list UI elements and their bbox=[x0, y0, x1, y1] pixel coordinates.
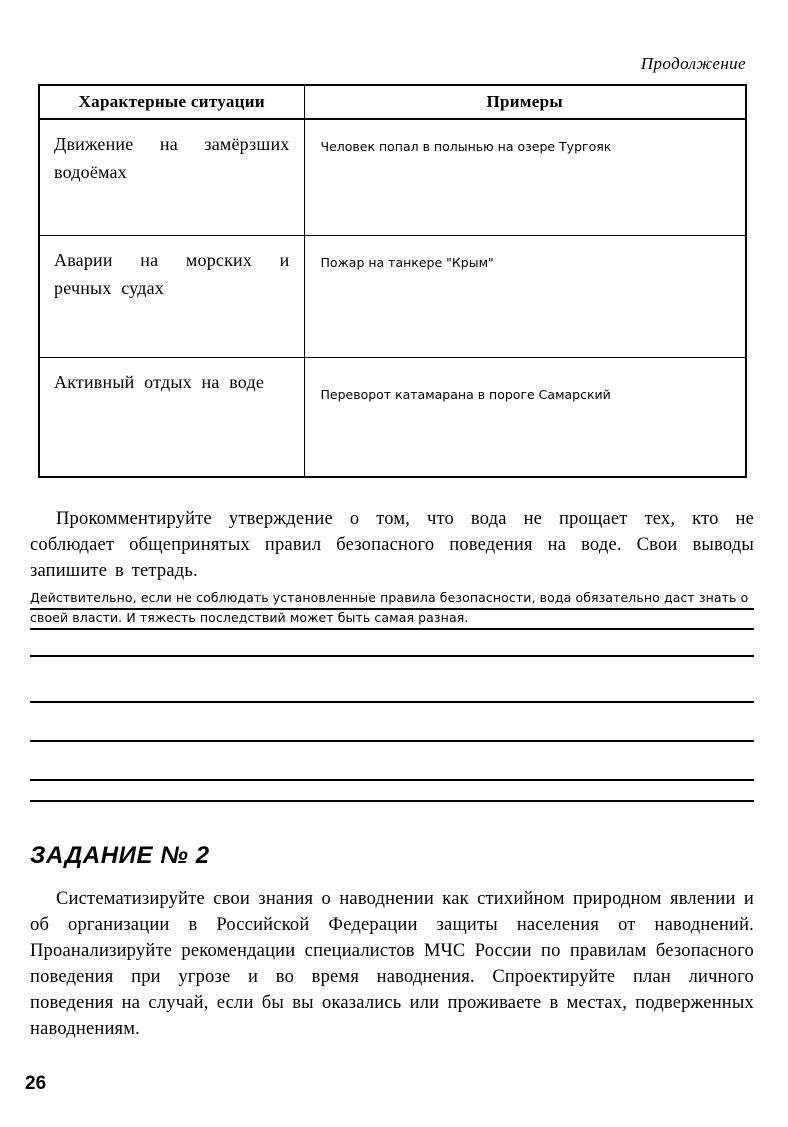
column-header-situations: Характерные ситуации bbox=[39, 85, 304, 119]
example-cell: Переворот катамарана в пороге Самарский bbox=[304, 357, 746, 477]
continuation-label: Продолжение bbox=[640, 54, 746, 73]
task1-answer bbox=[30, 590, 754, 630]
situation-cell: Активный отдых на воде bbox=[39, 357, 304, 477]
column-header-examples: Примеры bbox=[304, 85, 746, 119]
answer-text-line: Действительно, если не соблюдать установленные правила безопасности, вода обязательно даст знать о bbox=[30, 590, 754, 610]
page-number: 26 bbox=[25, 1073, 47, 1094]
writing-line bbox=[30, 703, 754, 742]
example-cell: Человек попал в полынью на озере Тургояк bbox=[304, 119, 746, 235]
task2-prompt: Систематизируйте свои знания о наводнении как стихийном природном явлении и об организации в Российской Федерации защиты населения от наводнений. Проанализируйте рекомендации специалистов МЧС России по правилам безопасного поведения при угрозе и во время наводнения. Спроектируйте план личного поведения на случай, если бы вы оказались или проживаете в местах, подверженных наводнениям. bbox=[30, 889, 754, 1039]
task1-prompt: Прокомментируйте утверждение о том, что вода не прощает тех, кто не соблюдает общепринятых правил безопасного поведения на воде. Свои выводы запишите в тетрадь. bbox=[30, 509, 754, 581]
table-header-row bbox=[39, 85, 746, 119]
writing-line bbox=[30, 657, 754, 703]
table-row bbox=[39, 119, 746, 235]
writing-line bbox=[30, 781, 754, 802]
situations-table bbox=[38, 84, 747, 478]
situation-cell: Движение на замёрзших водоёмах bbox=[39, 119, 304, 235]
situation-cell: Аварии на морских и речных судах bbox=[39, 235, 304, 357]
task2-heading: ЗАДАНИЕ № 2 bbox=[30, 842, 210, 869]
writing-line bbox=[30, 742, 754, 781]
table-row bbox=[39, 235, 746, 357]
table-row bbox=[39, 357, 746, 477]
example-cell: Пожар на танкере "Крым" bbox=[304, 235, 746, 357]
answer-text-line: своей власти. И тяжесть последствий может быть самая разная. bbox=[30, 610, 754, 630]
writing-line bbox=[30, 630, 754, 657]
writing-lines bbox=[30, 630, 754, 802]
